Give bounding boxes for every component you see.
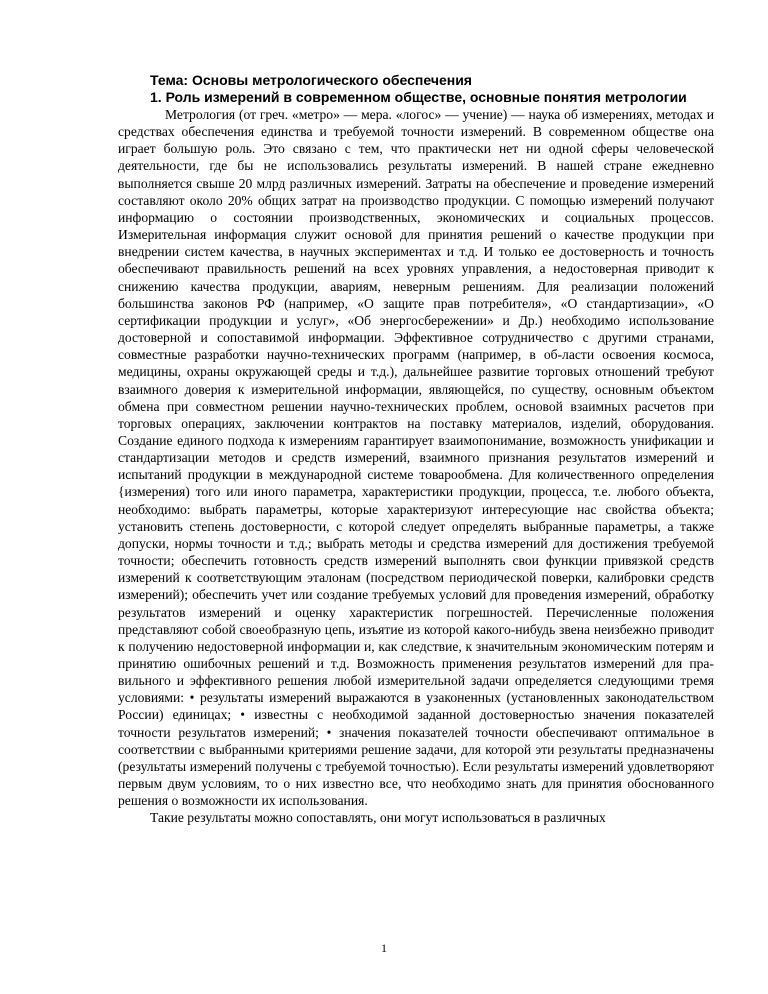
body-paragraph-2: Такие результаты можно сопоставлять, они могут использоваться в различных [150,810,606,826]
document-title: Тема: Основы метрологического обеспечения [150,72,472,88]
document-body [118,72,714,827]
body-paragraph-1: Метрология (от греч. «метро» — мера. «логос» — учение) — наука об измерениях, методах и средствах обеспечения единства и требуемой точности измерений. В современном обществе она играет большую роль. Это связано с тем, что практически нет ни одной сферы человеческой деятельности, где бы не использовались результаты измерений. В нашей стране ежедневно выполняется свыше 20 млрд различных измерений. Затраты на обеспечение и проведение измерений составляют около 20% общих затрат на производство продукции. С помощью измерений получают информацию о состоянии производственных, экономических и социальных процессов. Измерительная информация служит основой для принятия решений о качестве продукции при внедрении систем качества, в научных экспериментах и т.д. И только ее достоверность и точность обеспечивают правильность решений на всех уровнях управления, а недостоверная приводит к снижению качества продукции, авариям, неверным решениям. Для реализации положений большинства законов РФ (например, «О защите прав потребителя», «О стандартизации», «О сертификации продукции и услуг», «Об энергосбережении» и Др.) необходимо использование достоверной и сопоставимой информации. Эффективное сотрудничество с другими странами, совместные разработки научно-технических программ (например, в об-ласти освоения космоса, медицины, охраны окружающей среды и т.д.), дальнейшее развитие торговых отношений требуют взаимного доверия к измерительной информации, являющейся, по существу, основным объектом обмена при совместном решении научно-технических проблем, основой взаимных расчетов при торговых операциях, заключении контрактов на поставку материалов, изделий, оборудования. Создание единого подхода к измерениям гарантирует взаимопонимание, возможность унификации и стандартизации методов и средств измерений, взаимного признания результатов измерений и испытаний продукции в международной системе товарообмена. Для количественного определения {измерения) того или иного параметра, характеристики продукции, процесса, т.е. любого объекта, необходимо: выбрать параметры, которые характеризуют интересующие нас свойства объекта; установить степень достоверности, с которой следует определять выбранные параметры, а также допуски, нормы точности и т.д.; выбрать методы и средства измерений для достижения требуемой точности; обеспечить готовность средств измерений выполнять свои функции привязкой средств измерений к соответствующим эталонам (посредством периодической поверки, калибровки средств измерений); обеспечить учет или создание требуемых условий для проведения измерений, обработку результатов измерений и оценку характеристик погрешностей. Перечисленные положения представляют собой своеобразную цепь, изъятие из которой какого-нибудь звена неизбежно приводит к получению недостоверной информации и, как следствие, к значительным экономическим потерям и принятию ошибочных решений и т.д. Возможность применения результатов измерений для пра-вильного и эффективного решения любой измерительной задачи определяется следующими тремя условиями: • результаты измерений выражаются в узаконенных (установленных законодательством России) единицах; • известны с необходимой заданной достоверностью значения показателей точности результатов измерений; • значения показателей точности обеспечивают оптимальное в соответствии с выбранными критериями решение задачи, для которой эти результаты предназначены (результаты измерений получены с требуемой точностью). Если результаты измерений удовлетворяют первым двум условиям, то о них известно все, что необходимо знать для принятия обоснованного решения о возможности их использования. [118,107,714,809]
section-heading: 1. Роль измерений в современном обществе, основные понятия метрологии [150,89,687,105]
page-number: 1 [381,941,387,955]
